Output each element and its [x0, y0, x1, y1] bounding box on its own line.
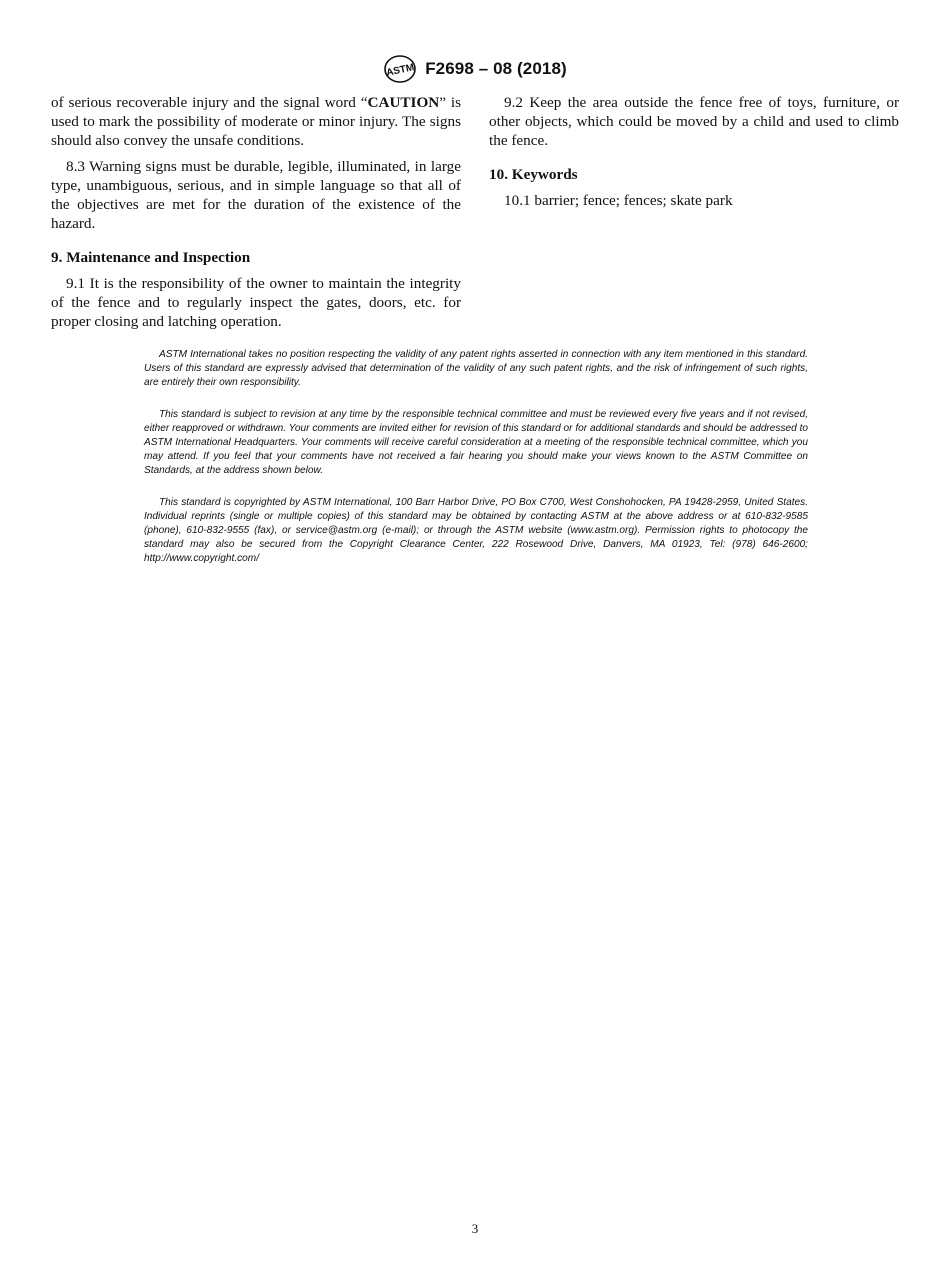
section-10-heading: 10. Keywords [489, 166, 578, 183]
copyright-notice: This standard is copyrighted by ASTM International, 100 Barr Harbor Drive, PO Box C700, West Conshohocken, PA 19428-2959, United States. Individual reprints (single or multiple copies) of this standard may be obtained by contacting ASTM at the above address or at 610-832-9585 (phone), 610-832-9555 (fax), or service@astm.org (e-mail); or through the ASTM website (www.astm.org). Permission rights to photocopy the standard may also be secured from the Copyright Clearance Center, 222 Rosewood Drive, Danvers, MA 01923, Tel: (978) 646-2600; http://www.copyright.com/ [144, 497, 808, 564]
paragraph-continued: of serious recoverable injury and the signal word “CAUTION” is used to mark the possibility of moderate or minor injury. The signs should also convey the unsafe conditions. [51, 94, 461, 149]
section-9-heading: 9. Maintenance and Inspection [51, 249, 251, 266]
paragraph-10-1: 10.1 barrier; fence; fences; skate park [504, 192, 733, 209]
page-number: 3 [471, 1221, 479, 1236]
paragraph-8-3: 8.3 Warning signs must be durable, legible, illuminated, in large type, unambiguous, serious, and in simple language so that all of the objectives are met for the duration of the existence of the hazard. [51, 158, 461, 232]
left-column [51, 93, 461, 338]
legal-notices [144, 348, 808, 584]
paragraph-9-1: 9.1 It is the responsibility of the owner to maintain the integrity of the fence and to regularly inspect the gates, doors, etc. for proper closing and latching operation. [51, 275, 461, 330]
caution-signal-word: CAUTION [367, 94, 440, 111]
astm-logo-icon [383, 54, 417, 84]
standard-designation: F2698 – 08 (2018) [425, 59, 567, 78]
patent-notice: ASTM International takes no position respecting the validity of any patent rights asserted in connection with any item mentioned in this standard. Users of this standard are expressly advised that determination of the validity of any such patent rights, and the risk of infringement of such rights, are entirely their own responsibility. [144, 349, 808, 388]
svg-text:ASTM: ASTM [385, 62, 416, 79]
page-header [0, 52, 950, 86]
right-column [489, 93, 899, 217]
paragraph-9-2: 9.2 Keep the area outside the fence free of toys, furniture, or other objects, which could be moved by a child and used to climb the fence. [489, 94, 899, 149]
revision-notice: This standard is subject to revision at any time by the responsible technical committee and must be reviewed every five years and if not revised, either reapproved or withdrawn. Your comments are invited either for revision of this standard or for additional standards and should be addressed to ASTM International Headquarters. Your comments will receive careful consideration at a meeting of the responsible technical committee, which you may attend. If you feel that your comments have not received a fair hearing you should make your views known to the ASTM Committee on Standards, at the address shown below. [144, 409, 808, 476]
